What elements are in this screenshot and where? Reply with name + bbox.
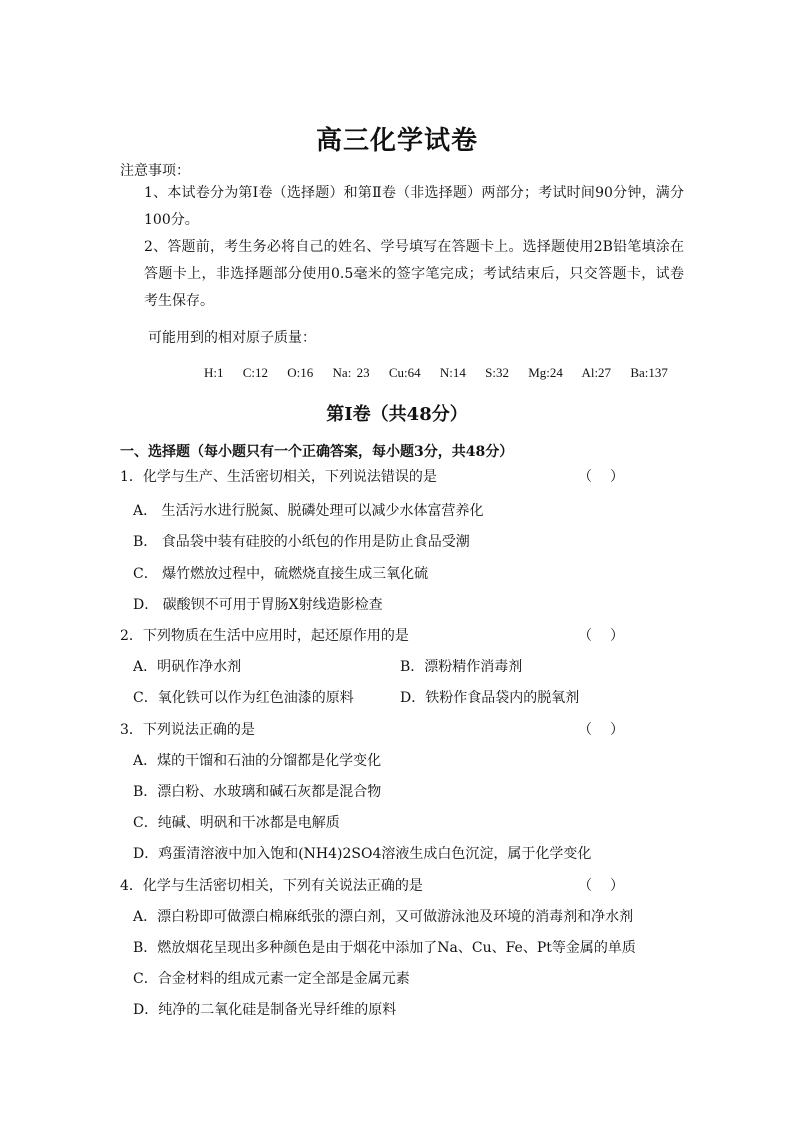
atomic-mass: C:12 [242,365,269,380]
question-option: D．鸡蛋清溶液中加入饱和(NH4)2SO4溶液生成白色沉淀，属于化学变化 [133,846,592,862]
atomic-mass: Ba:137 [630,365,668,380]
question-option: C．纯碱、明矾和干冰都是电解质 [133,815,340,831]
question-option: B．漂粉精作消毒剂 [400,659,523,675]
answer-bracket: （） [578,878,642,894]
note-item-2: 2、答题前，考生务必将自己的姓名、学号填写在答题卡上。选择题使用2B铅笔填涂在答题卡上，非选择题部分使用0.5毫米的签字笔完成；考试结束后，只交答题卡，试卷考生保存。 [144,239,684,309]
answer-bracket: （） [578,628,642,644]
question-option: A． 生活污水进行脱氮、脱磷处理可以减少水体富营养化 [133,503,484,519]
question-option: C． 爆竹燃放过程中，硫燃烧直接生成三氧化硫 [133,566,429,582]
question-option: D． 碳酸钡不可用于胃肠X射线造影检查 [133,597,383,613]
question-stem: 3．下列说法正确的是 [120,722,255,738]
question-option: B．燃放烟花呈现出多种颜色是由于烟花中添加了Na、Cu、Fe、Pt等金属的单质 [133,940,636,956]
question-option: A．漂白粉即可做漂白棉麻纸张的漂白剂，又可做游泳池及环境的消毒剂和净水剂 [133,909,634,925]
question-option: B．漂白粉、水玻璃和碱石灰都是混合物 [133,784,382,800]
question-stem: 2．下列物质在生活中应用时，起还原作用的是 [120,628,409,644]
question-option: A．明矾作净水剂 [133,659,242,675]
atomic-mass: H:1 [204,365,224,380]
atomic-mass: S:32 [485,365,509,380]
atomic-mass: Cu:64 [388,365,421,380]
atomic-masses-label: 可能用到的相对原子质量： [148,330,316,346]
question-option: D．铁粉作食品袋内的脱氧剂 [400,690,580,706]
question-stem: 4．化学与生活密切相关，下列有关说法正确的是 [120,878,423,894]
question-option: C．合金材料的组成元素一定全部是金属元素 [133,971,410,987]
atomic-masses-list [204,365,668,381]
atomic-mass: Na: 23 [332,365,370,380]
notes-heading: 注意事项： [120,163,190,179]
page-title: 高三化学试卷 [315,126,478,156]
note-item-1: 1、本试卷分为第Ⅰ卷（选择题）和第Ⅱ卷（非选择题）两部分；考试时间90分钟，满分100分。 [144,185,684,228]
question-option: B． 食品袋中装有硅胶的小纸包的作用是防止食品受潮 [133,534,470,550]
atomic-mass: O:16 [287,365,314,380]
part-title: 第Ⅰ卷（共48分） [326,404,468,425]
section-heading: 一、选择题（每小题只有一个正确答案，每小题3分，共48分） [120,444,514,460]
atomic-mass: Al:27 [581,365,612,380]
question-option: C．氧化铁可以作为红色油漆的原料 [133,690,354,706]
answer-bracket: （） [578,469,642,485]
atomic-mass: N:14 [439,365,466,380]
answer-bracket: （） [578,722,642,738]
question-option: A．煤的干馏和石油的分馏都是化学变化 [133,753,382,769]
question-option: D．纯净的二氧化硅是制备光导纤维的原料 [133,1002,397,1018]
question-stem: 1．化学与生产、生活密切相关，下列说法错误的是 [120,469,437,485]
atomic-mass: Mg:24 [528,365,563,380]
